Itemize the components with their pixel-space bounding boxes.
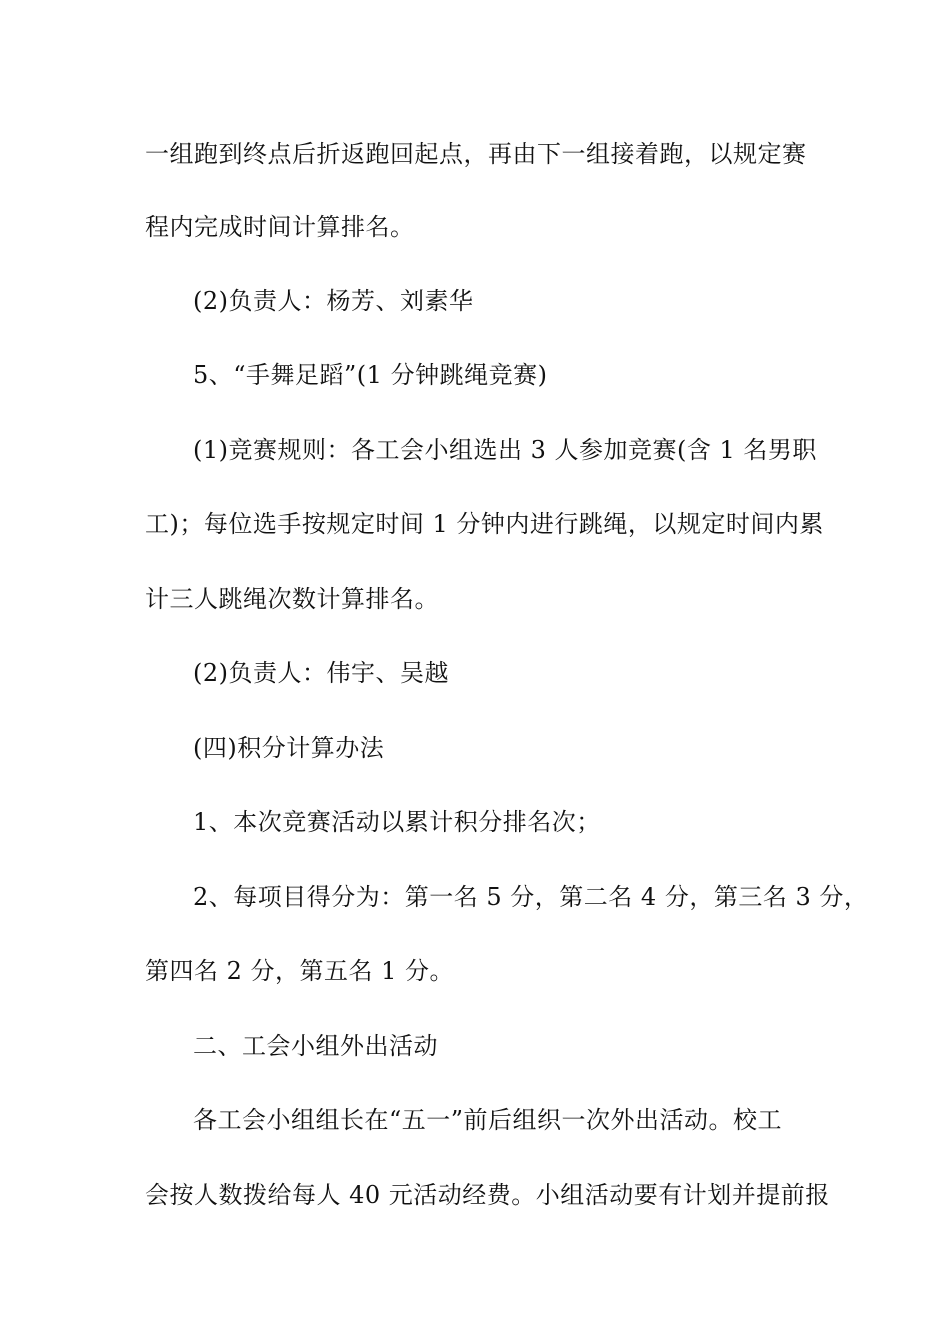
responsible-person-line: (2)负责人：杨芳、刘素华: [193, 287, 474, 315]
scoring-rule-2-line-1: 2、每项目得分为：第一名 5 分，第二名 4 分，第三名 3 分，: [193, 883, 869, 911]
scoring-rule-1: 1、本次竞赛活动以累计积分排名次；: [193, 808, 601, 836]
outing-paragraph-line-2: 会按人数拨给每人 40 元活动经费。小组活动要有计划并提前报: [145, 1181, 830, 1209]
scoring-rule-2-line-2: 第四名 2 分，第五名 1 分。: [145, 957, 455, 985]
responsible-person-line-2: (2)负责人：伟宇、吴越: [193, 659, 449, 687]
section-heading-jump-rope: 5、“手舞足蹈”(1 分钟跳绳竞赛): [193, 361, 548, 389]
section-heading-outing: 二、工会小组外出活动: [193, 1032, 438, 1060]
rules-line-2: 工)；每位选手按规定时间 1 分钟内进行跳绳，以规定时间内累: [145, 510, 824, 538]
paragraph-line-1: 一组跑到终点后折返跑回起点，再由下一组接着跑，以规定赛: [145, 140, 807, 168]
section-heading-scoring: (四)积分计算办法: [193, 734, 385, 762]
paragraph-line-2: 程内完成时间计算排名。: [145, 213, 415, 241]
rules-line-1: (1)竞赛规则：各工会小组选出 3 人参加竞赛(含 1 名男职: [193, 436, 817, 464]
outing-paragraph-line-1: 各工会小组组长在“五一”前后组织一次外出活动。校工: [193, 1106, 783, 1134]
rules-line-3: 计三人跳绳次数计算排名。: [145, 585, 439, 613]
